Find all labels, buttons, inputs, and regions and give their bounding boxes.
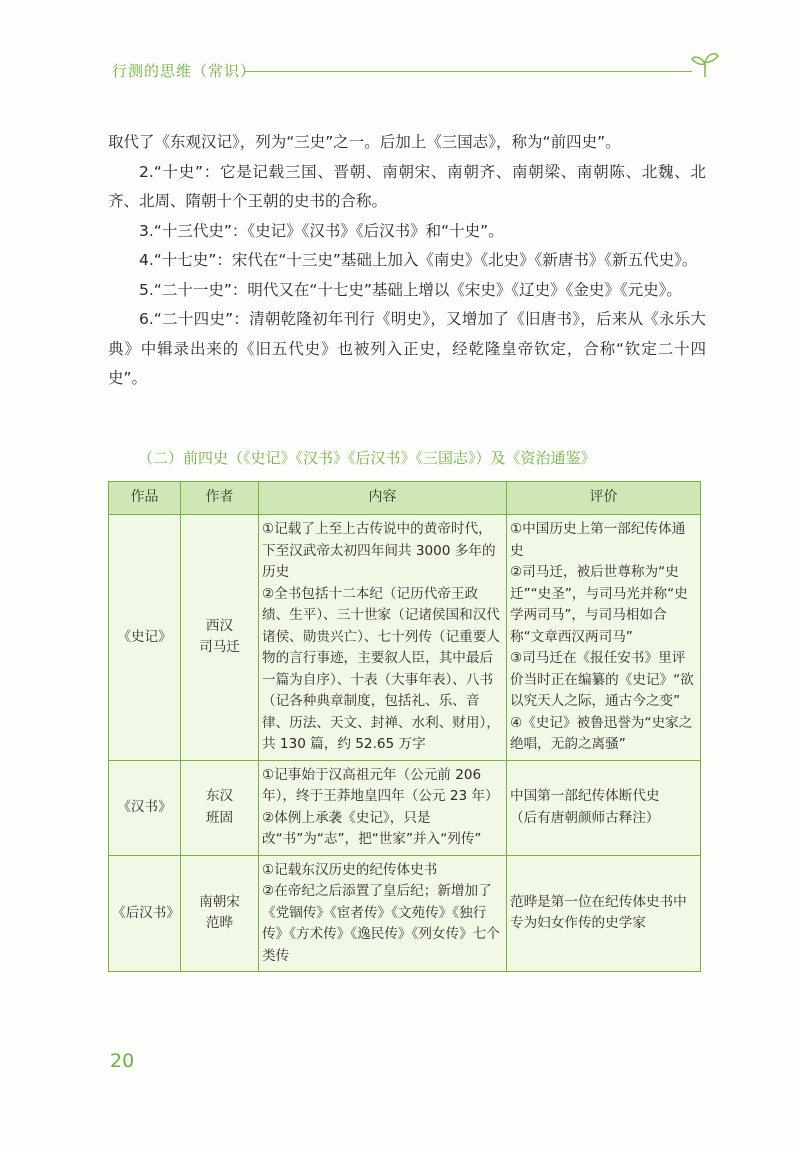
content-cell [259, 855, 507, 972]
table-row [109, 855, 701, 972]
author-dynasty: 南朝宋 [199, 893, 240, 910]
table-header-row [109, 482, 701, 515]
header-rule [245, 71, 692, 72]
body-text [108, 128, 706, 394]
paragraph: 6.“二十四史”：清朝乾隆初年刊行《明史》，又增加了《旧唐书》，后来从《永乐大典》中辑录出来的《旧五代史》也被列入正史，经乾隆皇帝钦定，合称“钦定二十四史”。 [108, 310, 706, 387]
evaluation-item: 范晔是第一位在纪传体史书中专为妇女作传的史学家 [510, 893, 687, 932]
author-cell [181, 760, 259, 855]
page-number: 20 [110, 1050, 135, 1072]
author-dynasty: 东汉 [205, 788, 234, 804]
content-item: ①记载了上至上古传说中的黄帝时代，下至汉武帝太初四年间共 3000 多年的历史 [262, 521, 496, 580]
author-cell [181, 855, 259, 972]
content-cell [259, 515, 507, 761]
content-item: ②全书包括十二本纪（记历代帝王政绩、生平）、三十世家（记诸侯国和汉代诸侯、勋贵兴亡）、七十列传（记重要人物的言行事迹，主要叙人臣，其中最后一篇为自序）、十表（大事年表）、八书（记各种典章制度，包括礼、乐、音律、历法、天文、封禅、水利、财用），共 130 篇，约 52.65 万字 [262, 585, 500, 752]
author-name: 班固 [205, 809, 234, 826]
author-name: 司马迁 [199, 639, 240, 656]
content-item: ②在帝纪之后添置了皇后纪；新增加了《党锢传》《宦者传》《文苑传》《独行传》《方术传》《逸民传》《列女传》七个类传 [262, 883, 500, 964]
paragraph: 取代了《东观汉记》，列为“三史”之一。后加上《三国志》，称为“前四史”。 [108, 133, 621, 151]
evaluation-item: ③司马迁在《报任安书》里评价当时正在编纂的《史记》“欲以究天人之际，通古今之变” [510, 650, 694, 709]
evaluation-cell [507, 760, 701, 855]
work-cell: 《汉书》 [109, 760, 181, 855]
table-row [109, 515, 701, 761]
sprout-icon [690, 48, 720, 78]
content-item: ②体例上承袭《史记》，只是改“书”为“志”，把“世家”并入“列传” [262, 809, 482, 847]
evaluation-cell [507, 515, 701, 761]
running-header [112, 58, 720, 86]
author-dynasty: 西汉 [205, 617, 234, 634]
author-cell [181, 515, 259, 761]
evaluation-item: ①中国历史上第一部纪传体通史 [510, 521, 686, 559]
content-item: ①记载东汉历史的纪传体史书 [262, 861, 438, 878]
paragraph: 4.“十七史”：宋代在“十三史”基础上加入《南史》《北史》《新唐书》《新五代史》。 [139, 251, 698, 269]
work-cell: 《史记》 [109, 515, 181, 761]
content-item: ①记事始于汉高祖元年（公元前 206 年），终于王莽地皇四年（公元 23 年） [262, 766, 499, 804]
evaluation-cell [507, 855, 701, 972]
evaluation-item: （后有唐朝颜师古释注） [510, 809, 660, 826]
evaluation-item: ②司马迁，被后世尊称为“史迁”“史圣”，与司马光并称“史学两司马”，与司马相如合称“文章西汉两司马” [510, 564, 688, 645]
author-name: 范晔 [205, 915, 234, 932]
content-cell [259, 760, 507, 855]
evaluation-item: ④《史记》被鲁迅誉为“史家之绝唱，无韵之离骚” [510, 714, 693, 752]
column-header-author: 作者 [181, 482, 259, 515]
table-row [109, 760, 701, 855]
section-subheading: （二）前四史（《史记》《汉书》《后汉书》《三国志》）及《资治通鉴》 [138, 449, 596, 467]
paragraph: 5.“二十一史”：明代又在“十七史”基础上增以《宋史》《辽史》《金史》《元史》。 [139, 280, 682, 299]
paragraph: 2.“十史”：它是记载三国、晋朝、南朝宋、南朝齐、南朝梁、南朝陈、北魏、北齐、北周、隋朝十个王朝的史书的合称。 [108, 162, 706, 210]
four-histories-table [108, 481, 701, 972]
column-header-content: 内容 [259, 482, 507, 515]
evaluation-item: 中国第一部纪传体断代史 [510, 788, 660, 804]
work-cell: 《后汉书》 [109, 855, 181, 972]
paragraph: 3.“十三代史”：《史记》《汉书》《后汉书》和“十史”。 [139, 221, 504, 240]
column-header-evaluation: 评价 [507, 482, 701, 515]
header-title: 行测的思维（常识） [112, 62, 257, 80]
column-header-work: 作品 [109, 482, 181, 515]
